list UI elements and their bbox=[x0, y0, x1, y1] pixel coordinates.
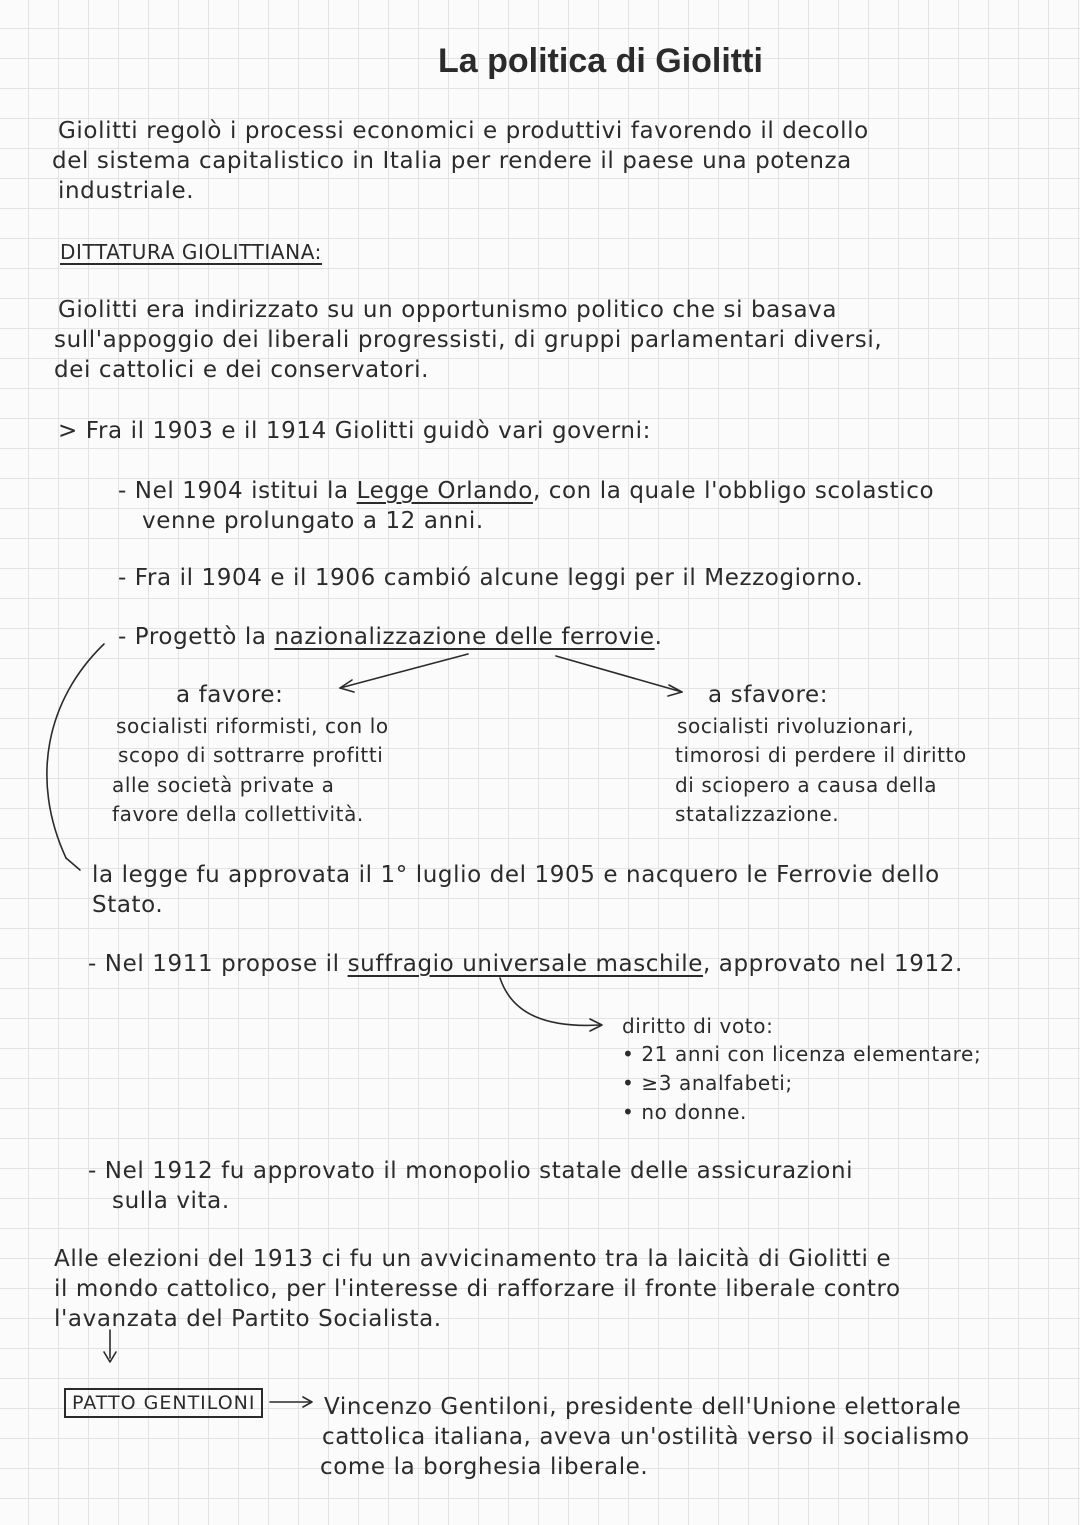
curved-arrow-ferrovie bbox=[47, 644, 104, 858]
monopolio-line-2: sulla vita. bbox=[112, 1188, 230, 1214]
intro-line-2: del sistema capitalistico in Italia per rendere il paese una potenza bbox=[52, 148, 852, 174]
patto-line: Vincenzo Gentiloni, presidente dell'Unione elettorale bbox=[324, 1394, 962, 1420]
section-heading-dittatura: DITTATURA GIOLITTIANA: bbox=[60, 240, 323, 264]
suffragio-suffix: , approvato nel 1912. bbox=[702, 951, 963, 977]
ferrovie-suffix: . bbox=[654, 624, 663, 650]
elezioni-line-3: l'avanzata del Partito Socialista. bbox=[54, 1306, 442, 1332]
arrow-to-diritto-voto bbox=[500, 978, 600, 1025]
arrowhead-icon bbox=[66, 858, 80, 870]
diritto-voto-item: • no donne. bbox=[622, 1100, 747, 1124]
diritto-voto-heading: diritto di voto: bbox=[622, 1014, 774, 1038]
arrow-to-favore bbox=[340, 654, 468, 688]
legge-approvata-line-1: la legge fu approvata il 1° luglio del 1905 e nacquero le Ferrovie dello bbox=[92, 862, 940, 888]
legge-orlando-suffix: , con la quale l'obbligo scolastico bbox=[532, 478, 935, 504]
elezioni-line-2: il mondo cattolico, per l'interesse di rafforzare il fronte liberale contro bbox=[54, 1276, 901, 1302]
diritto-voto-item: • ≥3 analfabeti; bbox=[622, 1071, 793, 1095]
patto-gentiloni-box: PATTO GENTILONI bbox=[64, 1388, 263, 1418]
dittatura-line-1: Giolitti era indirizzato su un opportunismo politico che si basava bbox=[58, 297, 838, 323]
favore-line: scopo di sottrarre profitti bbox=[118, 743, 384, 767]
sfavore-label: a sfavore: bbox=[708, 682, 829, 708]
sfavore-line: di sciopero a causa della bbox=[675, 773, 938, 797]
legge-orlando-link: Legge Orlando bbox=[356, 478, 533, 504]
dittatura-line-2: sull'appoggio dei liberali progressisti, di gruppi parlamentari diversi, bbox=[54, 327, 883, 353]
intro-line-3: industriale. bbox=[58, 178, 195, 204]
legge-approvata-line-2: Stato. bbox=[92, 892, 164, 918]
ferrovie-underlined: nazionalizzazione delle ferrovie bbox=[274, 624, 655, 650]
arrow-to-sfavore bbox=[556, 656, 682, 692]
governi-intro: > Fra il 1903 e il 1914 Giolitti guidò vari governi: bbox=[58, 418, 651, 444]
favore-line: favore della collettività. bbox=[112, 802, 364, 826]
dittatura-line-3: dei cattolici e dei conservatori. bbox=[54, 357, 429, 383]
mezzogiorno-item: - Fra il 1904 e il 1906 cambió alcune leggi per il Mezzogiorno. bbox=[118, 565, 864, 591]
diritto-voto-item: • 21 anni con licenza elementare; bbox=[622, 1042, 982, 1066]
sfavore-line: timorosi di perdere il diritto bbox=[675, 743, 967, 767]
legge-orlando-prefix: - Nel 1904 istitui la bbox=[118, 478, 349, 504]
favore-line: alle società private a bbox=[112, 773, 335, 797]
suffragio-prefix: - Nel 1911 propose il bbox=[88, 951, 340, 977]
suffragio-underlined: suffragio universale maschile bbox=[347, 951, 703, 977]
legge-orlando-line-2: venne prolungato a 12 anni. bbox=[142, 508, 484, 534]
intro-line-1: Giolitti regolò i processi economici e produttivi favorendo il decollo bbox=[58, 118, 869, 144]
sfavore-line: statalizzazione. bbox=[675, 802, 840, 826]
sfavore-line: socialisti rivoluzionari, bbox=[677, 714, 915, 738]
patto-line: come la borghesia liberale. bbox=[320, 1454, 649, 1480]
patto-line: cattolica italiana, aveva un'ostilità verso il socialismo bbox=[322, 1424, 970, 1450]
ferrovie-prefix: - Progettò la bbox=[118, 624, 267, 650]
monopolio-line-1: - Nel 1912 fu approvato il monopolio statale delle assicurazioni bbox=[88, 1158, 854, 1184]
elezioni-line-1: Alle elezioni del 1913 ci fu un avvicinamento tra la laicità di Giolitti e bbox=[54, 1246, 892, 1272]
favore-line: socialisti riformisti, con lo bbox=[116, 714, 389, 738]
page-title: La politica di Giolitti bbox=[438, 42, 763, 80]
favore-label: a favore: bbox=[176, 682, 284, 708]
